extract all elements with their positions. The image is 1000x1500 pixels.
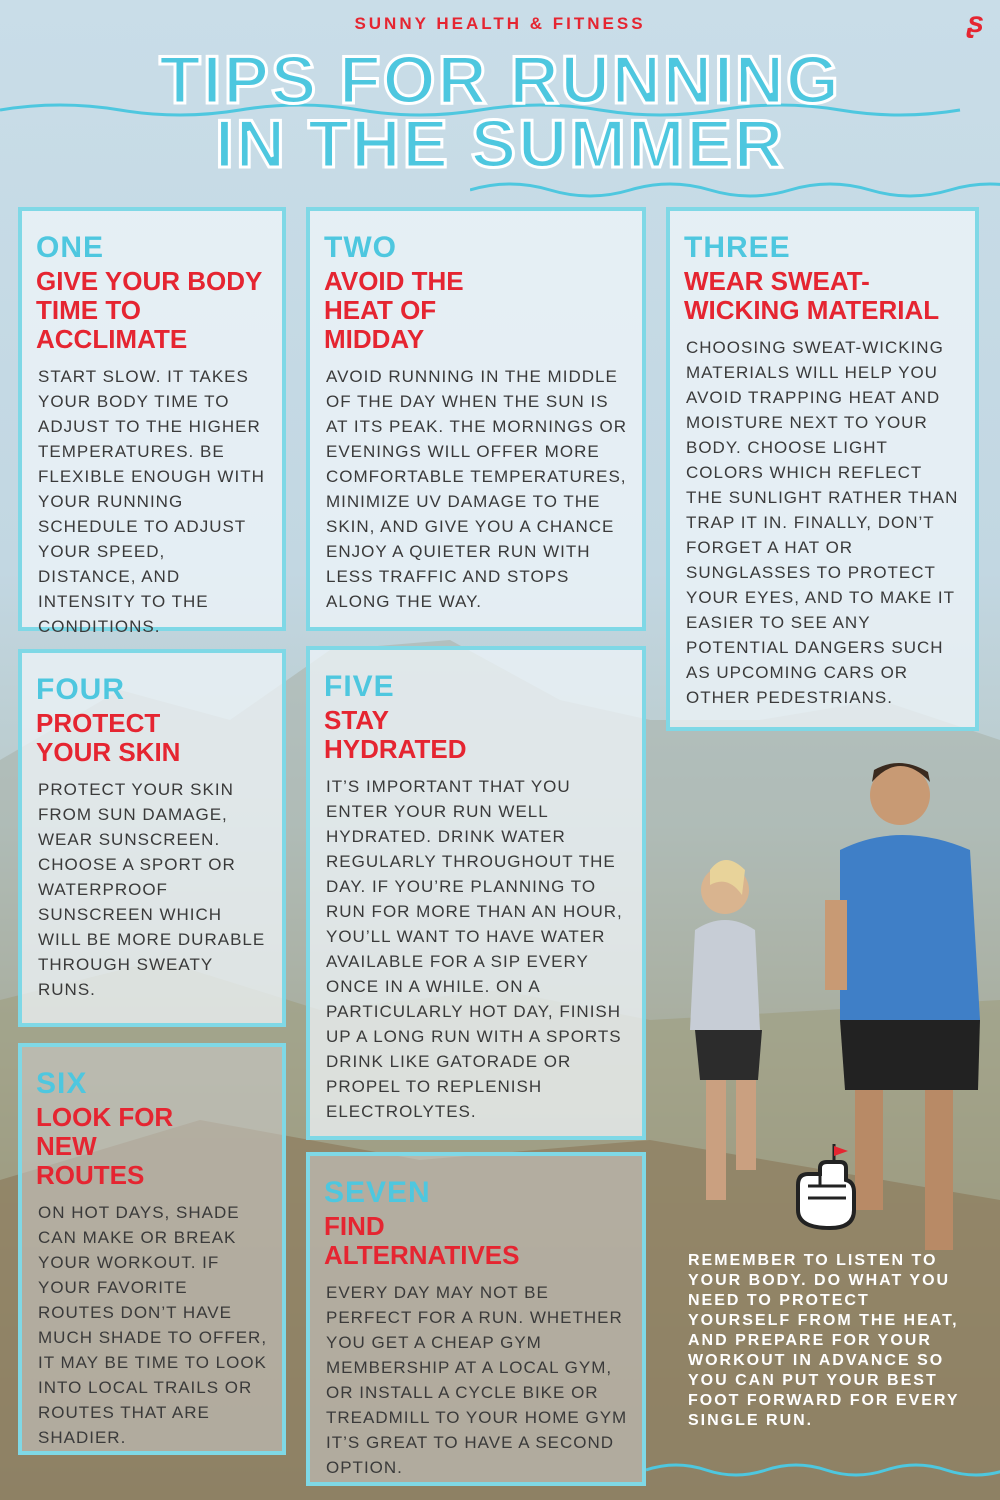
title-line-1: TIPS FOR RUNNING [159,42,841,118]
closing-message: REMEMBER TO LISTEN TO YOUR BODY. DO WHAT YOU NEED TO PROTECT YOURSELF FROM THE HEAT, AND PREPARE FOR YOUR WORKOUT IN ADVANCE SO YOU CAN PUT YOUR BEST FOOT FORWARD FOR EVERY SINGLE RUN. [688,1252,960,1429]
tip-heading: STAY HYDRATED [324,705,467,764]
tip-body: START SLOW. IT TAKES YOUR BODY TIME TO ADJUST TO THE HIGHER TEMPERATURES. BE FLEXIBLE ENOUGH WITH YOUR RUNNING SCHEDULE TO ADJUST YOUR SPEED, DISTANCE, AND INTENSITY TO THE CONDITIONS. [38,367,265,636]
tip-number: SIX [36,1067,88,1100]
tip-card-seven [306,1152,646,1486]
title-line-2: IN THE SUMMER [215,106,785,182]
tip-heading: PROTECT YOUR SKIN [36,708,181,767]
tip-number: FOUR [36,673,125,706]
tip-card-two [306,207,646,631]
tip-heading: FIND ALTERNATIVES [324,1211,520,1270]
tip-number: SEVEN [324,1176,431,1209]
tip-body: AVOID RUNNING IN THE MIDDLE OF THE DAY WHEN THE SUN IS AT ITS PEAK. THE MORNINGS OR EVENINGS WILL OFFER MORE COMFORTABLE TEMPERATURES, MINIMIZE UV DAMAGE TO THE SKIN, AND GIVE YOU A CHANCE ENJOY A QUIETER RUN WITH LESS TRAFFIC AND STOPS ALONG THE WAY. [326,367,627,611]
tip-heading: GIVE YOUR BODY TIME TO ACCLIMATE [36,266,262,354]
tip-heading: AVOID THE HEAT OF MIDDAY [324,266,464,354]
tip-body: ON HOT DAYS, SHADE CAN MAKE OR BREAK YOUR WORKOUT. IF YOUR FAVORITE ROUTES DON’T HAVE MUCH SHADE TO OFFER, IT MAY BE TIME TO LOOK INTO LOCAL TRAILS OR ROUTES THAT ARE SHADIER. [38,1203,268,1447]
tip-body: IT’S IMPORTANT THAT YOU ENTER YOUR RUN WELL HYDRATED. DRINK WATER REGULARLY THROUGHOUT THE DAY. IF YOU’RE PLANNING TO RUN FOR MORE THAN AN HOUR, YOU’LL WANT TO HAVE WATER AVAILABLE FOR A SIP EVERY ONCE IN A WHILE. ON A PARTICULARLY HOT DAY, FINISH UP A LONG RUN WITH A SPORTS DRINK LIKE GATORADE OR PROPEL TO REPLENISH ELECTROLYTES. [326,777,623,1121]
tip-heading: WEAR SWEAT-WICKING MATERIAL [684,266,940,325]
tip-number: THREE [684,231,791,264]
wave-decoration-bottom [646,1455,1000,1485]
tip-heading: LOOK FOR NEW ROUTES [36,1102,174,1190]
brand-logo: ʂ [967,6,984,39]
tip-card-six [18,1043,286,1455]
wave-decoration-title [470,170,1000,210]
tip-body: CHOOSING SWEAT-WICKING MATERIALS WILL HELP YOU AVOID TRAPPING HEAT AND MOISTURE NEXT TO YOUR BODY. CHOOSE LIGHT COLORS WHICH REFLECT THE SUNLIGHT RATHER THAN TRAP IT IN. FINALLY, DON’T FORGET A HAT OR SUNGLASSES TO PROTECT YOUR EYES, AND TO MAKE IT EASIER TO SEE ANY POTENTIAL DANGERS SUCH AS UPCOMING CARS OR OTHER PEDESTRIANS. [686,338,959,707]
tip-number: FIVE [324,670,395,703]
tip-card-five [306,646,646,1140]
tip-card-three [666,207,979,731]
page-title [0,42,1000,182]
tip-number: ONE [36,231,105,264]
tip-card-four [18,649,286,1027]
brand-name: SUNNY HEALTH & FITNESS [354,14,646,33]
tip-card-one [18,207,286,636]
tip-number: TWO [324,231,397,264]
finger-reminder-icon [790,1140,860,1235]
tip-body: EVERY DAY MAY NOT BE PERFECT FOR A RUN. WHETHER YOU GET A CHEAP GYM MEMBERSHIP AT A LOCAL GYM, OR INSTALL A CYCLE BIKE OR TREADMILL TO YOUR HOME GYM IT’S GREAT TO HAVE A SECOND OPTION. [326,1283,628,1477]
tip-body: PROTECT YOUR SKIN FROM SUN DAMAGE, WEAR SUNSCREEN. CHOOSE A SPORT OR WATERPROOF SUNSCREEN WHICH WILL BE MORE DURABLE THROUGH SWEATY RUNS. [38,780,266,999]
